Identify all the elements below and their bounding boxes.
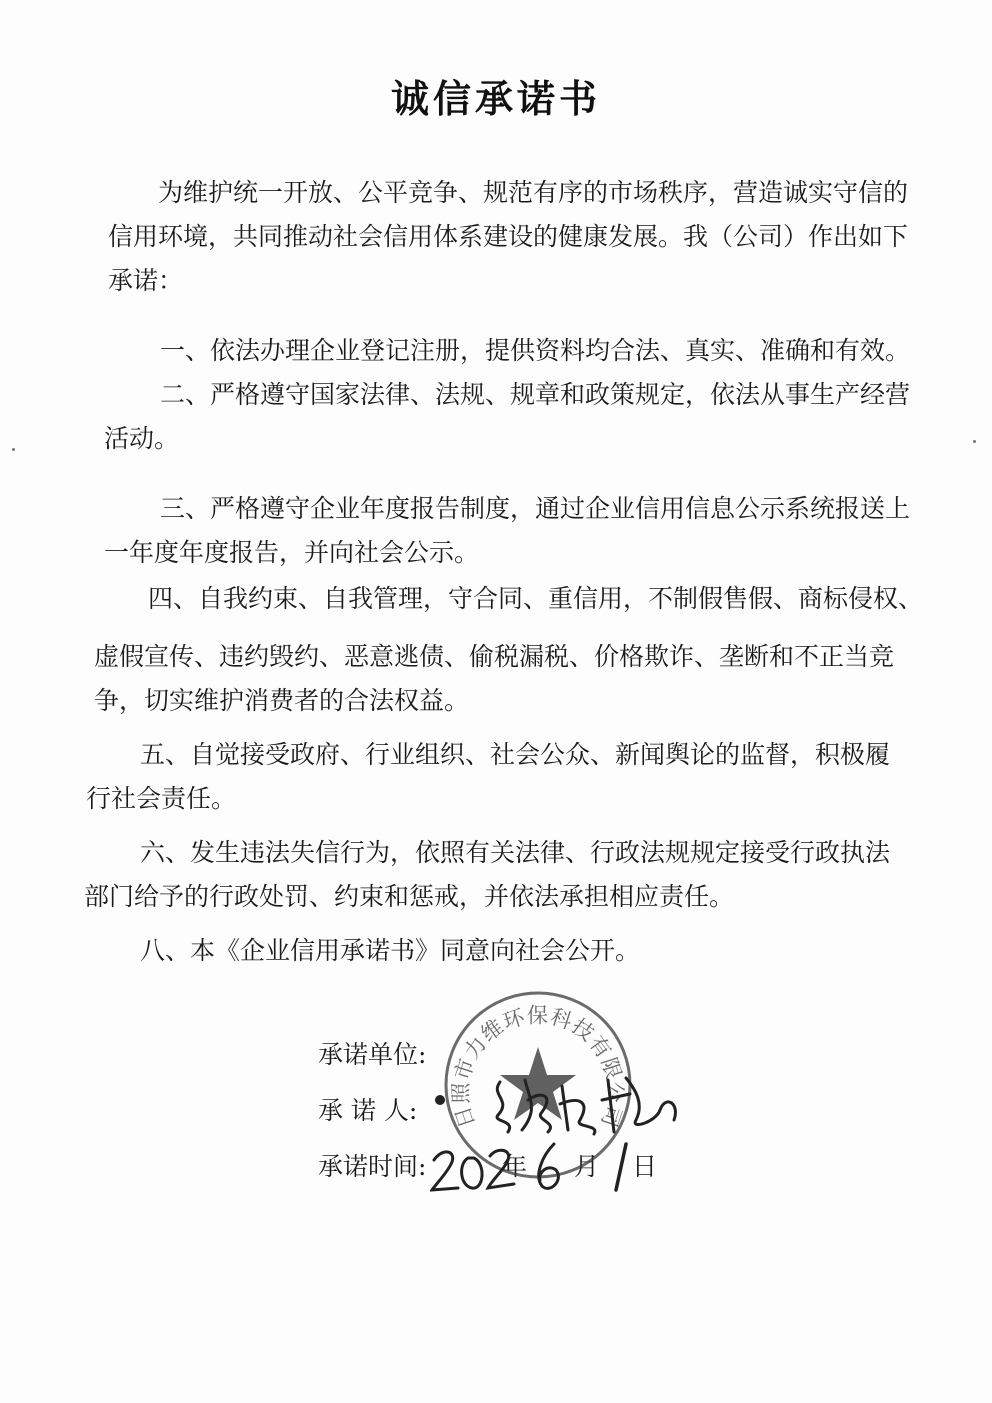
clause-line: 活动。 — [104, 424, 180, 453]
unit-label: 承诺单位: — [318, 1040, 427, 1069]
clause-line: 一年度年度报告，并向社会公示。 — [104, 538, 480, 567]
clause-line: 虚假宣传、违约毁约、恶意逃债、偷税漏税、价格欺诈、垄断和不正当竞 — [94, 642, 895, 671]
clause-line: 争，切实维护消费者的合法权益。 — [94, 686, 470, 715]
date-day-unit: 日 — [632, 1152, 658, 1181]
clause-line: 部门给予的行政处罚、约束和惩戒，并依法承担相应责任。 — [84, 882, 735, 911]
clause-line: 八、本《企业信用承诺书》同意向社会公开。 — [140, 936, 641, 965]
person-label: 承 诺 人: — [318, 1096, 418, 1125]
clause-line: 行社会责任。 — [86, 784, 237, 813]
date-month-unit: 月 — [574, 1152, 600, 1181]
date-year-unit: 年 — [502, 1152, 528, 1181]
intro-line: 承诺： — [108, 266, 184, 295]
document-title: 诚信承诺书 — [390, 76, 601, 121]
clause-line: 一、依法办理企业登记注册，提供资料均合法、真实、准确和有效。 — [160, 336, 911, 365]
date-label: 承诺时间: — [318, 1152, 427, 1181]
clause-line: 二、严格遵守国家法律、法规、规章和政策规定，依法从事生产经营 — [160, 380, 911, 409]
clause-line: 三、严格遵守企业年度报告制度，通过企业信用信息公示系统报送上 — [160, 494, 911, 523]
clause-line: 五、自觉接受政府、行业组织、社会公众、新闻舆论的监督，积极履 — [140, 740, 891, 769]
clause-line: 六、发生违法失信行为，依照有关法律、行政法规规定接受行政执法 — [140, 838, 891, 867]
scan-speck — [12, 448, 15, 451]
seal-text: 日照市力维环保科技有限公司 — [448, 1003, 628, 1131]
clause-line: 四、自我约束、自我管理，守合同、重信用，不制假售假、商标侵权、 — [148, 584, 924, 613]
intro-line: 信用环境，共同推动社会信用体系建设的健康发展。我（公司）作出如下 — [108, 222, 909, 251]
intro-line: 为维护统一开放、公平竞争、规范有序的市场秩序，营造诚实守信的 — [158, 178, 909, 207]
scan-speck — [973, 440, 976, 443]
handwritten-signature — [430, 1060, 700, 1210]
